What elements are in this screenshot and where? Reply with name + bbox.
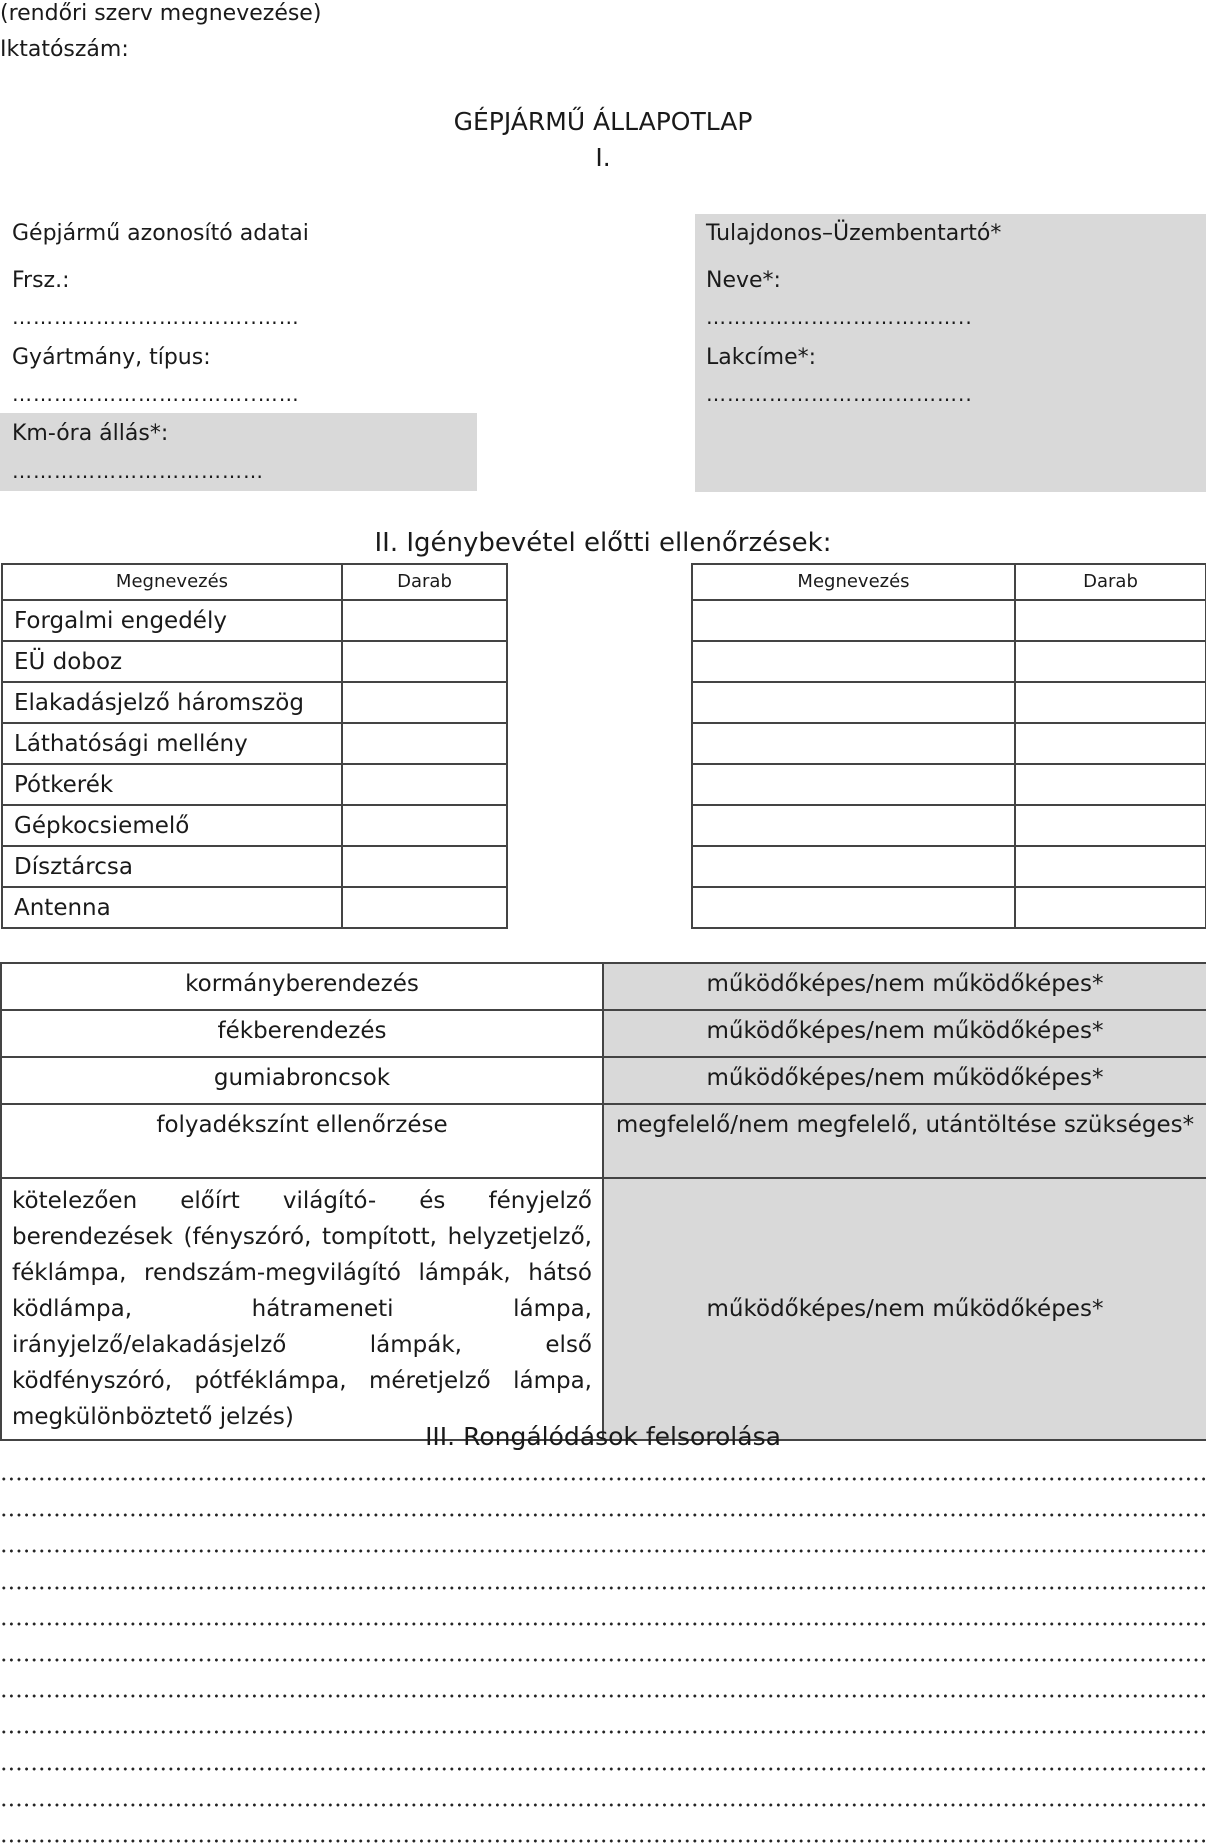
function-check-table bbox=[0, 962, 1206, 1441]
check-status[interactable]: megfelelő/nem megfelelő, utántöltése szükséges* bbox=[603, 1104, 1206, 1178]
table-row bbox=[692, 764, 1206, 805]
table-row bbox=[692, 887, 1206, 928]
section2-title: II. Igénybevétel előtti ellenőrzések: bbox=[374, 528, 832, 558]
table-row bbox=[692, 723, 1206, 764]
item-count-cell[interactable] bbox=[1015, 805, 1206, 846]
column-header-name: Megnevezés bbox=[692, 564, 1015, 600]
damage-line[interactable] bbox=[0, 1622, 1206, 1626]
table-row bbox=[2, 764, 507, 805]
km-label: Km-óra állás*: bbox=[12, 421, 169, 446]
table-row bbox=[692, 805, 1206, 846]
item-name-cell[interactable] bbox=[692, 846, 1015, 887]
item-count-cell[interactable] bbox=[342, 600, 507, 641]
section-number: I. bbox=[595, 143, 611, 172]
table-row bbox=[2, 723, 507, 764]
table-row bbox=[692, 600, 1206, 641]
table-row bbox=[2, 846, 507, 887]
frsz-field[interactable]: ……………………………..…… bbox=[12, 305, 300, 329]
table-row bbox=[1, 963, 1206, 1010]
table-row bbox=[2, 887, 507, 928]
item-count-cell[interactable] bbox=[1015, 846, 1206, 887]
table-row bbox=[2, 682, 507, 723]
item-name: Pótkerék bbox=[2, 764, 342, 805]
frsz-label: Frsz.: bbox=[12, 268, 70, 293]
item-count-cell[interactable] bbox=[342, 764, 507, 805]
check-status[interactable]: működőképes/nem működőképes* bbox=[603, 1057, 1206, 1104]
item-name: EÜ doboz bbox=[2, 641, 342, 682]
equipment-table-right bbox=[691, 563, 1206, 929]
item-name-cell[interactable] bbox=[692, 887, 1015, 928]
check-item: kormányberendezés bbox=[1, 963, 603, 1010]
check-item: fékberendezés bbox=[1, 1010, 603, 1057]
make-label: Gyártmány, típus: bbox=[12, 345, 211, 370]
damage-line[interactable] bbox=[0, 1477, 1206, 1481]
damage-line[interactable] bbox=[0, 1658, 1206, 1662]
item-name-cell[interactable] bbox=[692, 764, 1015, 805]
item-name: Forgalmi engedély bbox=[2, 600, 342, 641]
owner-name-label: Neve*: bbox=[706, 268, 781, 293]
item-count-cell[interactable] bbox=[1015, 764, 1206, 805]
iktatoszam-label: Iktatószám: bbox=[0, 37, 129, 62]
damage-line[interactable] bbox=[0, 1694, 1206, 1698]
item-count-cell[interactable] bbox=[342, 805, 507, 846]
item-name: Gépkocsiemelő bbox=[2, 805, 342, 846]
check-status[interactable]: működőképes/nem működőképes* bbox=[603, 1178, 1206, 1440]
check-item: folyadékszínt ellenőrzése bbox=[1, 1104, 603, 1178]
table-row bbox=[1, 1104, 1206, 1178]
damage-line[interactable] bbox=[0, 1513, 1206, 1517]
item-count-cell[interactable] bbox=[1015, 641, 1206, 682]
item-name-cell[interactable] bbox=[692, 641, 1015, 682]
km-field[interactable]: ……………………………… bbox=[12, 459, 264, 483]
org-name-line: (rendőri szerv megnevezése) bbox=[0, 1, 322, 26]
check-status[interactable]: működőképes/nem működőképes* bbox=[603, 963, 1206, 1010]
table-row bbox=[2, 805, 507, 846]
item-count-cell[interactable] bbox=[342, 682, 507, 723]
column-header-name: Megnevezés bbox=[2, 564, 342, 600]
table-row bbox=[1, 1057, 1206, 1104]
damage-line[interactable] bbox=[0, 1803, 1206, 1807]
table-row bbox=[1, 1010, 1206, 1057]
owner-heading: Tulajdonos–Üzembentartó* bbox=[706, 221, 1002, 246]
damage-line[interactable] bbox=[0, 1767, 1206, 1771]
damage-line[interactable] bbox=[0, 1549, 1206, 1553]
table-row bbox=[692, 682, 1206, 723]
item-count-cell[interactable] bbox=[1015, 682, 1206, 723]
item-name-cell[interactable] bbox=[692, 682, 1015, 723]
table-row bbox=[2, 600, 507, 641]
check-item: gumiabroncsok bbox=[1, 1057, 603, 1104]
item-name: Elakadásjelző háromszög bbox=[2, 682, 342, 723]
damage-line[interactable] bbox=[0, 1839, 1206, 1843]
equipment-table-left bbox=[1, 563, 508, 929]
table-row bbox=[1, 1178, 1206, 1440]
check-item-lights: kötelezően előírt világító- és fényjelző berendezések (fényszóró, tompított, helyzetjelző, féklámpa, rendszám-megvilágító lámpák, hátsó ködlámpa, hátrameneti lámpa, irányjelző/elakadásjelző lámpák, első ködfényszóró, pótféklámpa, méretjelző lámpa, megkülönböztető jelzés) bbox=[1, 1178, 603, 1440]
item-name-cell[interactable] bbox=[692, 723, 1015, 764]
table-row bbox=[692, 846, 1206, 887]
damage-line[interactable] bbox=[0, 1730, 1206, 1734]
item-name: Láthatósági mellény bbox=[2, 723, 342, 764]
column-header-count: Darab bbox=[1015, 564, 1206, 600]
item-count-cell[interactable] bbox=[342, 846, 507, 887]
make-field[interactable]: ……………………………..…… bbox=[12, 382, 300, 406]
owner-name-field[interactable]: ……………………………….. bbox=[706, 305, 973, 329]
item-name-cell[interactable] bbox=[692, 600, 1015, 641]
item-count-cell[interactable] bbox=[342, 723, 507, 764]
table-row bbox=[692, 641, 1206, 682]
vehicle-heading: Gépjármű azonosító adatai bbox=[12, 221, 309, 246]
table-row bbox=[2, 641, 507, 682]
item-name: Dísztárcsa bbox=[2, 846, 342, 887]
item-count-cell[interactable] bbox=[1015, 600, 1206, 641]
item-count-cell[interactable] bbox=[342, 887, 507, 928]
section3-title: III. Rongálódások felsorolása bbox=[425, 1422, 781, 1451]
item-count-cell[interactable] bbox=[342, 641, 507, 682]
item-name: Antenna bbox=[2, 887, 342, 928]
item-name-cell[interactable] bbox=[692, 805, 1015, 846]
owner-address-field[interactable]: ……………………………….. bbox=[706, 382, 973, 406]
check-status[interactable]: működőképes/nem működőképes* bbox=[603, 1010, 1206, 1057]
column-header-count: Darab bbox=[342, 564, 507, 600]
document-title: GÉPJÁRMŰ ÁLLAPOTLAP bbox=[453, 107, 753, 136]
item-count-cell[interactable] bbox=[1015, 723, 1206, 764]
damage-line[interactable] bbox=[0, 1586, 1206, 1590]
item-count-cell[interactable] bbox=[1015, 887, 1206, 928]
owner-address-label: Lakcíme*: bbox=[706, 345, 817, 370]
